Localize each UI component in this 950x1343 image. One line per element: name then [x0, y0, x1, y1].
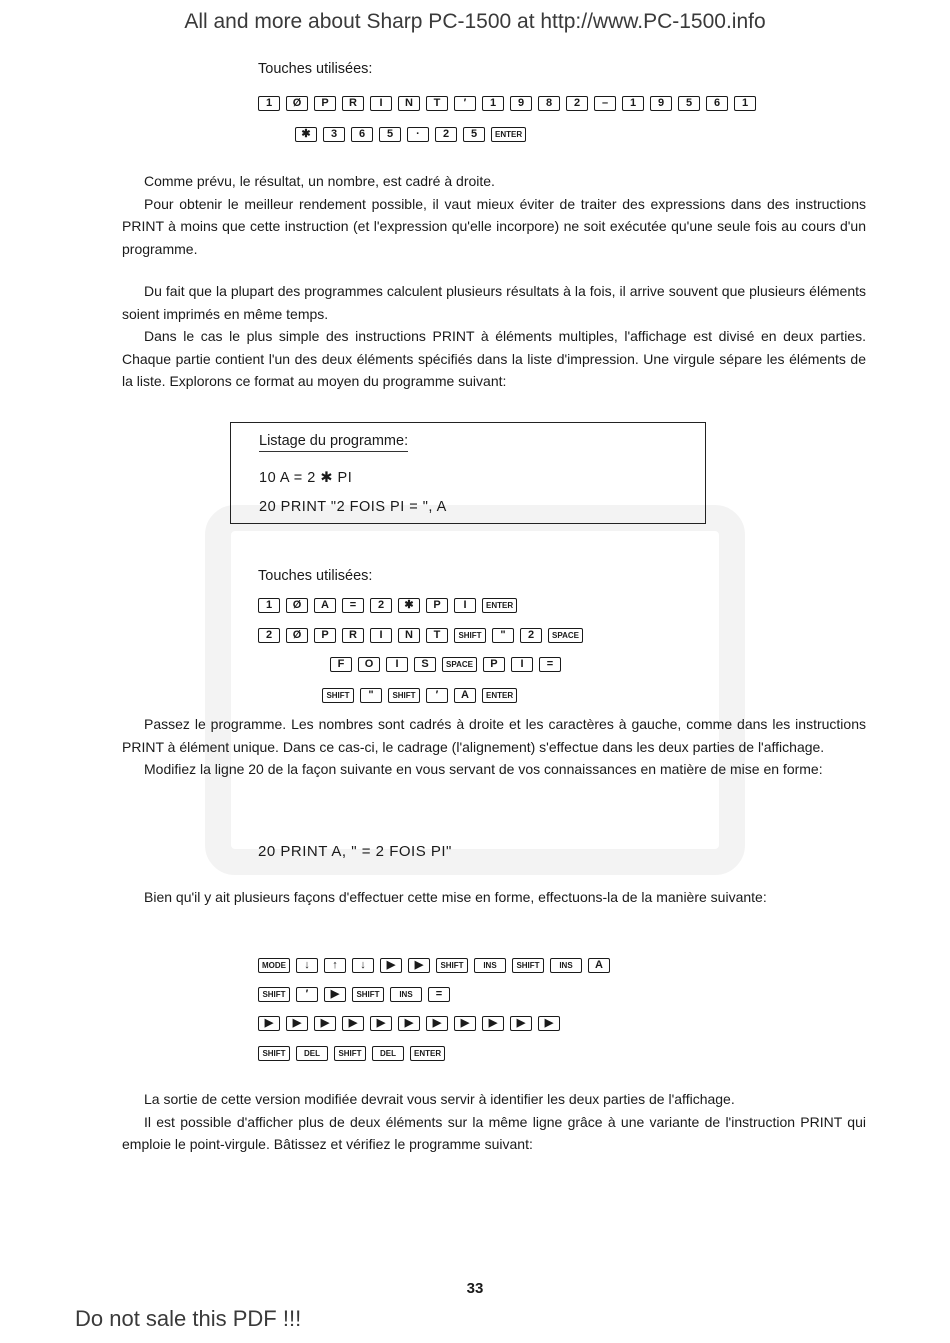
key-row — [258, 598, 517, 613]
keycap: 1 — [258, 96, 280, 111]
listing-line: 10 A = 2 ✱ PI — [259, 470, 353, 486]
keycap: I — [370, 96, 392, 111]
keycap: 1 — [482, 96, 504, 111]
keycap: SHIFT — [388, 688, 420, 703]
keycap: 2 — [370, 598, 392, 613]
keycap: = — [539, 657, 561, 672]
keycap: T — [426, 628, 448, 643]
keycap: Ø — [286, 96, 308, 111]
keycap: ▶ — [342, 1016, 364, 1031]
keycap: ▶ — [510, 1016, 532, 1031]
keys-label-1: Touches utilisées: — [258, 61, 373, 77]
keycap: DEL — [296, 1046, 328, 1061]
para-line: Pour obtenir le meilleur rendement possible, il vaut mieux éviter de traiter des expressions dans des instructions PRINT à moins que cette instruction (et l'expression qu'elle incorpore) ne soit exécutée qu'une seule fois au cours d'un programme. — [122, 195, 866, 257]
para-line: Bien qu'il y ait plusieurs façons d'effectuer cette mise en forme, effectuons-la de la manière suivante: — [144, 889, 767, 905]
keycap: SHIFT — [454, 628, 486, 643]
keycap: ▶ — [398, 1016, 420, 1031]
keycap: " — [360, 688, 382, 703]
keycap: ↑ — [324, 958, 346, 973]
keycap: SHIFT — [334, 1046, 366, 1061]
keycap: ENTER — [410, 1046, 445, 1061]
para-line: Dans le cas le plus simple des instructions PRINT à éléments multiples, l'affichage est divisé en deux parties. Chaque partie contient l'un des deux éléments spécifiés dans la liste d'impression. Une virgule sépare les éléments de la liste. Explorons ce format au moyen du programme suivant: — [122, 328, 866, 389]
keycap: P — [314, 96, 336, 111]
keycap: Ø — [286, 598, 308, 613]
para-line: Passez le programme. Les nombres sont cadrés à droite et les caractères à gauche, comme dans les instructions PRINT à élément unique. Dans ce cas-ci, le cadrage (l'alignement) s'effectue dans les deux parties de l'affichage. — [122, 716, 866, 755]
keycap: = — [342, 598, 364, 613]
keycap: ✱ — [295, 127, 317, 142]
keycap: P — [314, 628, 336, 643]
keycap: R — [342, 628, 364, 643]
keycap: ′ — [426, 688, 448, 703]
keycap: 1 — [734, 96, 756, 111]
keycap: SHIFT — [258, 987, 290, 1002]
keycap: DEL — [372, 1046, 404, 1061]
keycap: 9 — [510, 96, 532, 111]
keycap: INS — [474, 958, 506, 973]
para-line: La sortie de cette version modifiée devrait vous servir à identifier les deux parties de l'affichage. — [144, 1091, 735, 1107]
keycap: SHIFT — [352, 987, 384, 1002]
key-row — [258, 958, 610, 973]
keycap: F — [330, 657, 352, 672]
keycap: 1 — [258, 598, 280, 613]
keycap: SHIFT — [258, 1046, 290, 1061]
keycap: ▶ — [286, 1016, 308, 1031]
key-row — [258, 1046, 445, 1061]
keycap: 2 — [435, 127, 457, 142]
key-row — [330, 657, 561, 672]
keycap: 5 — [678, 96, 700, 111]
keycap: N — [398, 96, 420, 111]
keycap: I — [370, 628, 392, 643]
keycap: ▶ — [380, 958, 402, 973]
keycap: 6 — [351, 127, 373, 142]
keycap: 8 — [538, 96, 560, 111]
page-number: 33 — [466, 1280, 484, 1297]
keycap: = — [428, 987, 450, 1002]
keycap: O — [358, 657, 380, 672]
keycap: 1 — [622, 96, 644, 111]
keycap: SPACE — [548, 628, 583, 643]
keycap: ENTER — [482, 598, 517, 613]
paragraph-5 — [122, 1088, 866, 1156]
keycap: SPACE — [442, 657, 477, 672]
key-row — [258, 96, 756, 111]
keycap: I — [386, 657, 408, 672]
keycap: ENTER — [491, 127, 526, 142]
keycap: A — [314, 598, 336, 613]
keycap: ▶ — [426, 1016, 448, 1031]
keycap: SHIFT — [512, 958, 544, 973]
keycap: ▶ — [454, 1016, 476, 1031]
keycap: N — [398, 628, 420, 643]
keycap: SHIFT — [322, 688, 354, 703]
keycap: INS — [390, 987, 422, 1002]
keycap: A — [588, 958, 610, 973]
listing-line: 20 PRINT "2 FOIS PI = ", A — [259, 499, 447, 515]
keycap: ▶ — [314, 1016, 336, 1031]
para-line: Du fait que la plupart des programmes calculent plusieurs résultats à la fois, il arrive souvent que plusieurs éléments soient imprimés en même temps. — [122, 283, 866, 322]
keycap: 2 — [520, 628, 542, 643]
keycap: 2 — [258, 628, 280, 643]
paragraph-1 — [122, 170, 866, 260]
keycap: ▶ — [482, 1016, 504, 1031]
site-header: All and more about Sharp PC-1500 at http://www.PC-1500.info — [184, 10, 766, 33]
keycap: Ø — [286, 628, 308, 643]
paragraph-3 — [122, 713, 866, 781]
keycap: 3 — [323, 127, 345, 142]
para-line: Il est possible d'afficher plus de deux éléments sur la même ligne grâce à une variante de l'instruction PRINT qui emploie le point-virgule. Bâtissez et vérifiez le programme suivant: — [122, 1113, 866, 1152]
keycap: ′ — [454, 96, 476, 111]
keycap: 6 — [706, 96, 728, 111]
listing-title: Listage du programme: — [259, 433, 408, 452]
para-line: Comme prévu, le résultat, un nombre, est cadré à droite. — [144, 173, 495, 189]
keycap: S — [414, 657, 436, 672]
keycap: R — [342, 96, 364, 111]
keycap: MODE — [258, 958, 290, 973]
keycap: P — [426, 598, 448, 613]
keycap: INS — [550, 958, 582, 973]
paragraph-2 — [122, 280, 866, 393]
footer-note: Do not sale this PDF !!! — [75, 1306, 302, 1331]
keycap: ▶ — [324, 987, 346, 1002]
keycap: I — [511, 657, 533, 672]
keycap: · — [407, 127, 429, 142]
keycap: T — [426, 96, 448, 111]
key-row — [258, 987, 450, 1002]
key-row — [295, 127, 526, 142]
keycap: SHIFT — [436, 958, 468, 973]
keycap: ′ — [296, 987, 318, 1002]
keys-label-2: Touches utilisées: — [258, 568, 373, 584]
keycap: ▶ — [538, 1016, 560, 1031]
keycap: ↓ — [296, 958, 318, 973]
keycap: ENTER — [482, 688, 517, 703]
key-row — [322, 688, 517, 703]
keycap: 5 — [463, 127, 485, 142]
key-row — [258, 628, 583, 643]
keycap: P — [483, 657, 505, 672]
keycap: ✱ — [398, 598, 420, 613]
keycap: I — [454, 598, 476, 613]
keycap: ▶ — [258, 1016, 280, 1031]
keycap: " — [492, 628, 514, 643]
keycap: 9 — [650, 96, 672, 111]
keycap: ▶ — [408, 958, 430, 973]
key-row — [258, 1016, 560, 1031]
keycap: A — [454, 688, 476, 703]
keycap: – — [594, 96, 616, 111]
paragraph-4 — [122, 886, 866, 909]
para-line: Modifiez la ligne 20 de la façon suivante en vous servant de vos connaissances en matière de mise en forme: — [144, 761, 823, 777]
code-line: 20 PRINT A, " = 2 FOIS PI" — [258, 843, 452, 860]
keycap: ▶ — [370, 1016, 392, 1031]
keycap: 2 — [566, 96, 588, 111]
keycap: 5 — [379, 127, 401, 142]
keycap: ↓ — [352, 958, 374, 973]
program-listing-box — [230, 422, 706, 524]
